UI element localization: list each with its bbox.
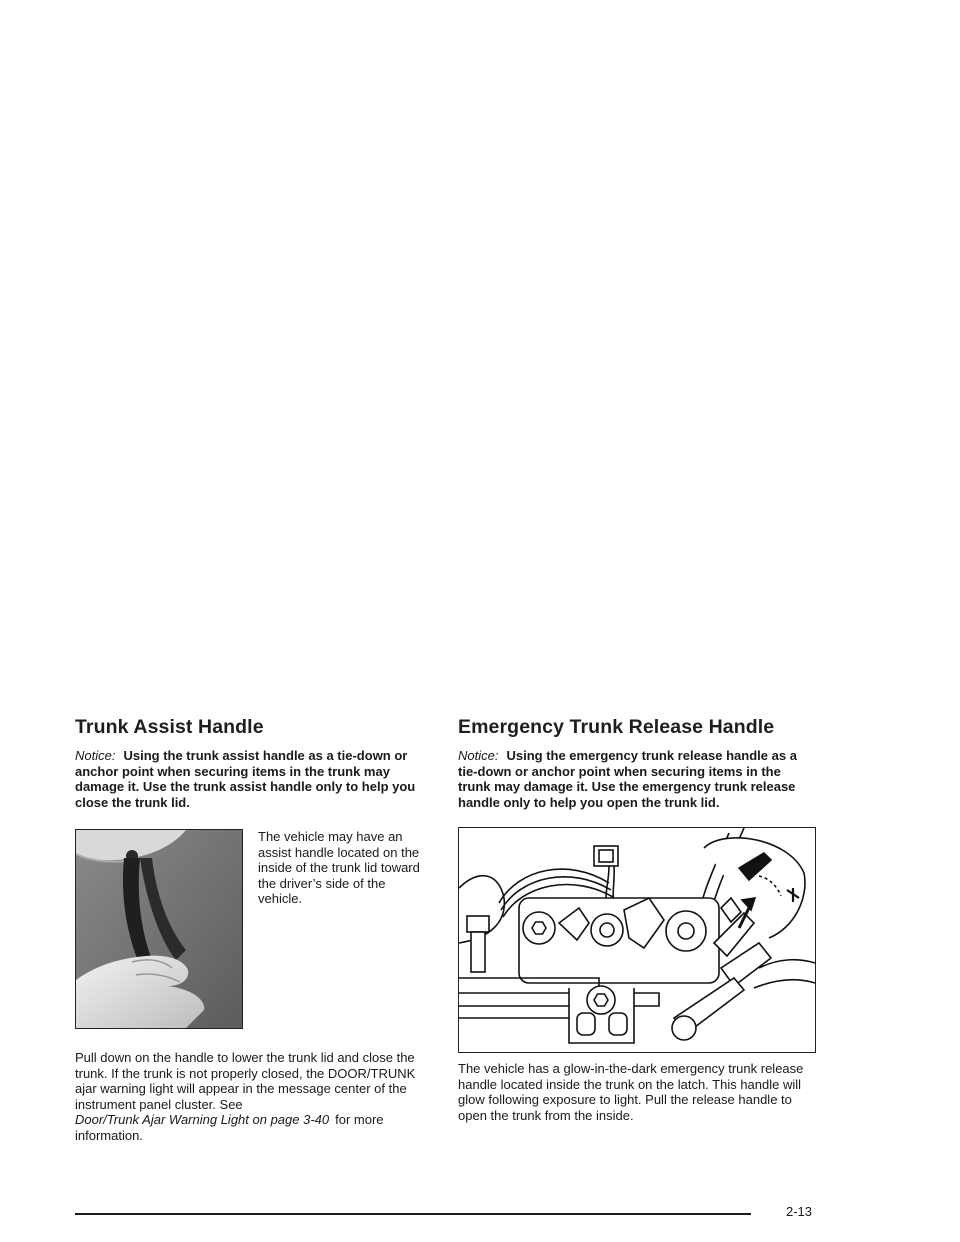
trunk-assist-section (75, 716, 433, 1143)
photo-block (75, 829, 433, 1029)
notice-emergency-release (458, 748, 816, 810)
emergency-release-section (458, 716, 816, 1123)
paragraph-text: Pull down on the handle to lower the trunk lid and close the trunk. If the trunk is not properly closed, the DOOR/TRUNK ajar warning light will appear in the message center of the instrument panel cluster. See (75, 1050, 416, 1112)
photo-caption: The vehicle may have an assist handle located on the inside of the trunk lid toward the driver’s side of the vehicle. (258, 829, 420, 906)
section-title-trunk-assist: Trunk Assist Handle (75, 716, 264, 738)
footer-rule (75, 1213, 751, 1215)
notice-label: Notice: (458, 748, 499, 763)
page-number: 2-13 (786, 1204, 813, 1219)
notice-trunk-assist (75, 748, 433, 810)
emergency-release-paragraph: The vehicle has a glow-in-the-dark emergency trunk release handle located inside the trunk on the latch. This handle will glow following exposure to light. Pull the release handle to open the trunk from the inside. (458, 1061, 804, 1123)
notice-label: Notice: (75, 748, 116, 763)
paragraph-tail: for more information. (75, 1112, 384, 1143)
door-trunk-ajar-reference-link[interactable]: Door/Trunk Ajar Warning Light on page 3-40 (75, 1112, 330, 1127)
notice-text: Using the trunk assist handle as a tie-down or anchor point when securing items in the trunk may damage it. Use the trunk assist handle only to help you close the trunk lid. (75, 748, 416, 810)
section-title-emergency-release: Emergency Trunk Release Handle (458, 716, 775, 738)
trunk-assist-handle-photo (75, 829, 243, 1029)
trunk-assist-paragraph (75, 1050, 433, 1143)
emergency-release-latch-illustration (458, 827, 816, 1053)
notice-text: Using the emergency trunk release handle as a tie-down or anchor point when securing items in the trunk may damage it. Use the emergency trunk release handle only to help you open the trunk lid. (458, 748, 797, 810)
